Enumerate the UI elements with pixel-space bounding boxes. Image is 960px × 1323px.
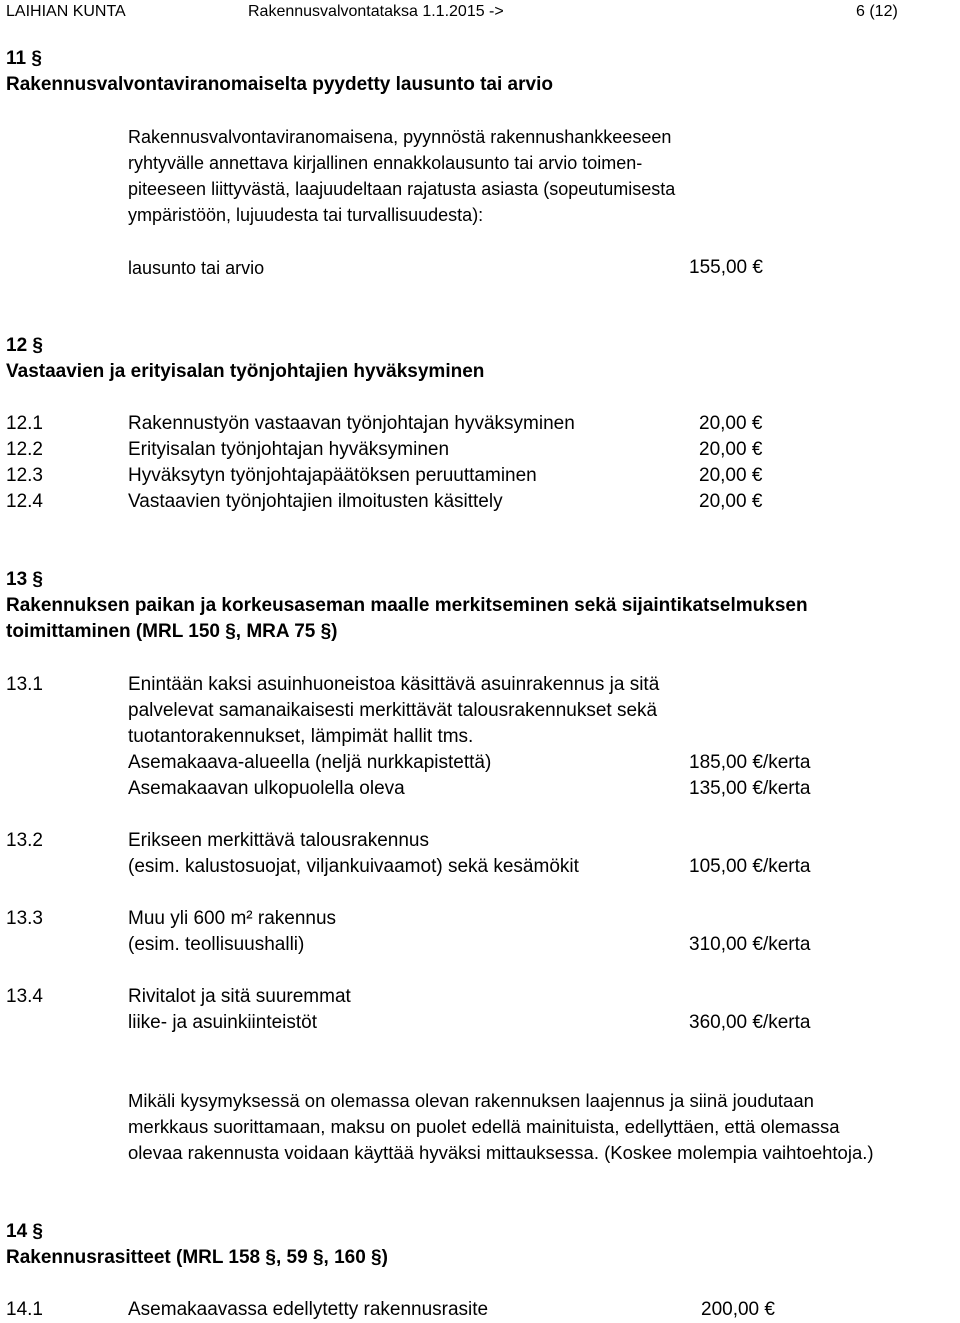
fee-item-number: 13.4: [6, 986, 43, 1007]
fee-subitem-label: Asemakaava-alueella (neljä nurkkapistettä): [128, 752, 492, 773]
fee-row-price: 200,00 €: [701, 1299, 775, 1320]
section-12-number: 12 §: [6, 335, 43, 356]
fee-item-number: 13.2: [6, 830, 43, 851]
fee-row-label: Erityisalan työnjohtajan hyväksyminen: [128, 439, 450, 460]
fee-row-label: Hyväksytyn työnjohtajapäätöksen peruuttaminen: [128, 465, 537, 486]
fee-row-label: Rakennustyön vastaavan työnjohtajan hyväksyminen: [128, 413, 575, 434]
section-13-note-line: olevaa rakennusta voidaan käyttää hyväksi mittauksessa. (Koskee molempia vaihtoehtoja.): [128, 1142, 874, 1163]
fee-subitem-price: 185,00 €/kerta: [689, 752, 811, 773]
fee-item-number: 13.1: [6, 674, 43, 695]
fee-item-text-line: palvelevat samanaikaisesti merkittävät talousrakennukset sekä: [128, 700, 658, 721]
fee-item-text-line: Muu yli 600 m² rakennus: [128, 908, 337, 929]
fee-subitem-label: Asemakaavan ulkopuolella oleva: [128, 778, 405, 799]
fee-item-text-line: tuotantorakennukset, lämpimät hallit tms.: [128, 726, 474, 747]
section-11-text-line: piteeseen liittyvästä, laajuudeltaan rajatusta asiasta (sopeutumisesta: [128, 179, 676, 199]
fee-row-number: 14.1: [6, 1299, 43, 1320]
section-14-number: 14 §: [6, 1221, 43, 1242]
section-13-note-line: merkkaus suorittamaan, maksu on puolet edellä mainituista, edellyttäen, että olemassa: [128, 1116, 840, 1137]
fee-row-label: Vastaavien työnjohtajien ilmoitusten käsittely: [128, 491, 503, 512]
fee-item-number: 13.3: [6, 908, 43, 929]
section-11-text-line: ympäristöön, lujuudesta tai turvallisuudesta):: [128, 205, 484, 225]
fee-row-price: 20,00 €: [699, 413, 763, 434]
header-page-number: 6 (12): [856, 3, 898, 20]
fee-item-text-line: (esim. teollisuushalli): [128, 934, 305, 955]
fee-row-label: Asemakaavassa edellytetty rakennusrasite: [128, 1299, 489, 1320]
fee-item-text-line: (esim. kalustosuojat, viljankuivaamot) sekä kesämökit: [128, 856, 579, 877]
section-13-number: 13 §: [6, 569, 43, 590]
section-12-heading: Vastaavien ja erityisalan työnjohtajien hyväksyminen: [6, 361, 485, 382]
fee-item-text-line: Rivitalot ja sitä suuremmat: [128, 986, 351, 1007]
section-11-text-line: ryhtyvälle annettava kirjallinen ennakkolausunto tai arvio toimen-: [128, 153, 643, 173]
section-13-heading-line-1: Rakennuksen paikan ja korkeusaseman maalle merkitseminen sekä sijaintikatselmuksen: [6, 595, 808, 616]
fee-subitem-price: 135,00 €/kerta: [689, 778, 811, 799]
section-11-item-label: lausunto tai arvio: [128, 258, 265, 278]
fee-row-number: 12.4: [6, 491, 43, 512]
section-11-text-line: Rakennusvalvontaviranomaisena, pyynnöstä rakennushankkeeseen: [128, 127, 672, 147]
section-11-number: 11 §: [6, 48, 42, 69]
section-11-item-price: 155,00 €: [689, 257, 763, 278]
fee-item-text-line: Enintään kaksi asuinhuoneistoa käsittävä asuinrakennus ja sitä: [128, 674, 660, 695]
section-11-heading: Rakennusvalvontaviranomaiselta pyydetty lausunto tai arvio: [6, 74, 553, 95]
header-municipality: LAIHIAN KUNTA: [6, 3, 126, 20]
fee-row-number: 12.1: [6, 413, 43, 434]
section-13-heading-line-2: toimittaminen (MRL 150 §, MRA 75 §): [6, 621, 338, 642]
section-14-heading: Rakennusrasitteet (MRL 158 §, 59 §, 160 §): [6, 1247, 388, 1268]
section-13-note-line: Mikäli kysymyksessä on olemassa olevan rakennuksen laajennus ja siinä joudutaan: [128, 1090, 814, 1111]
fee-row-price: 20,00 €: [699, 439, 763, 460]
fee-item-price: 360,00 €/kerta: [689, 1012, 811, 1033]
fee-row-price: 20,00 €: [699, 491, 763, 512]
fee-row-number: 12.3: [6, 465, 43, 486]
fee-row-number: 12.2: [6, 439, 43, 460]
fee-item-price: 105,00 €/kerta: [689, 856, 811, 877]
fee-item-text-line: Erikseen merkittävä talousrakennus: [128, 830, 429, 851]
fee-item-text-line: liike- ja asuinkiinteistöt: [128, 1012, 318, 1033]
fee-row-price: 20,00 €: [699, 465, 763, 486]
fee-item-price: 310,00 €/kerta: [689, 934, 811, 955]
header-title: Rakennusvalvontataksa 1.1.2015 ->: [248, 3, 504, 20]
